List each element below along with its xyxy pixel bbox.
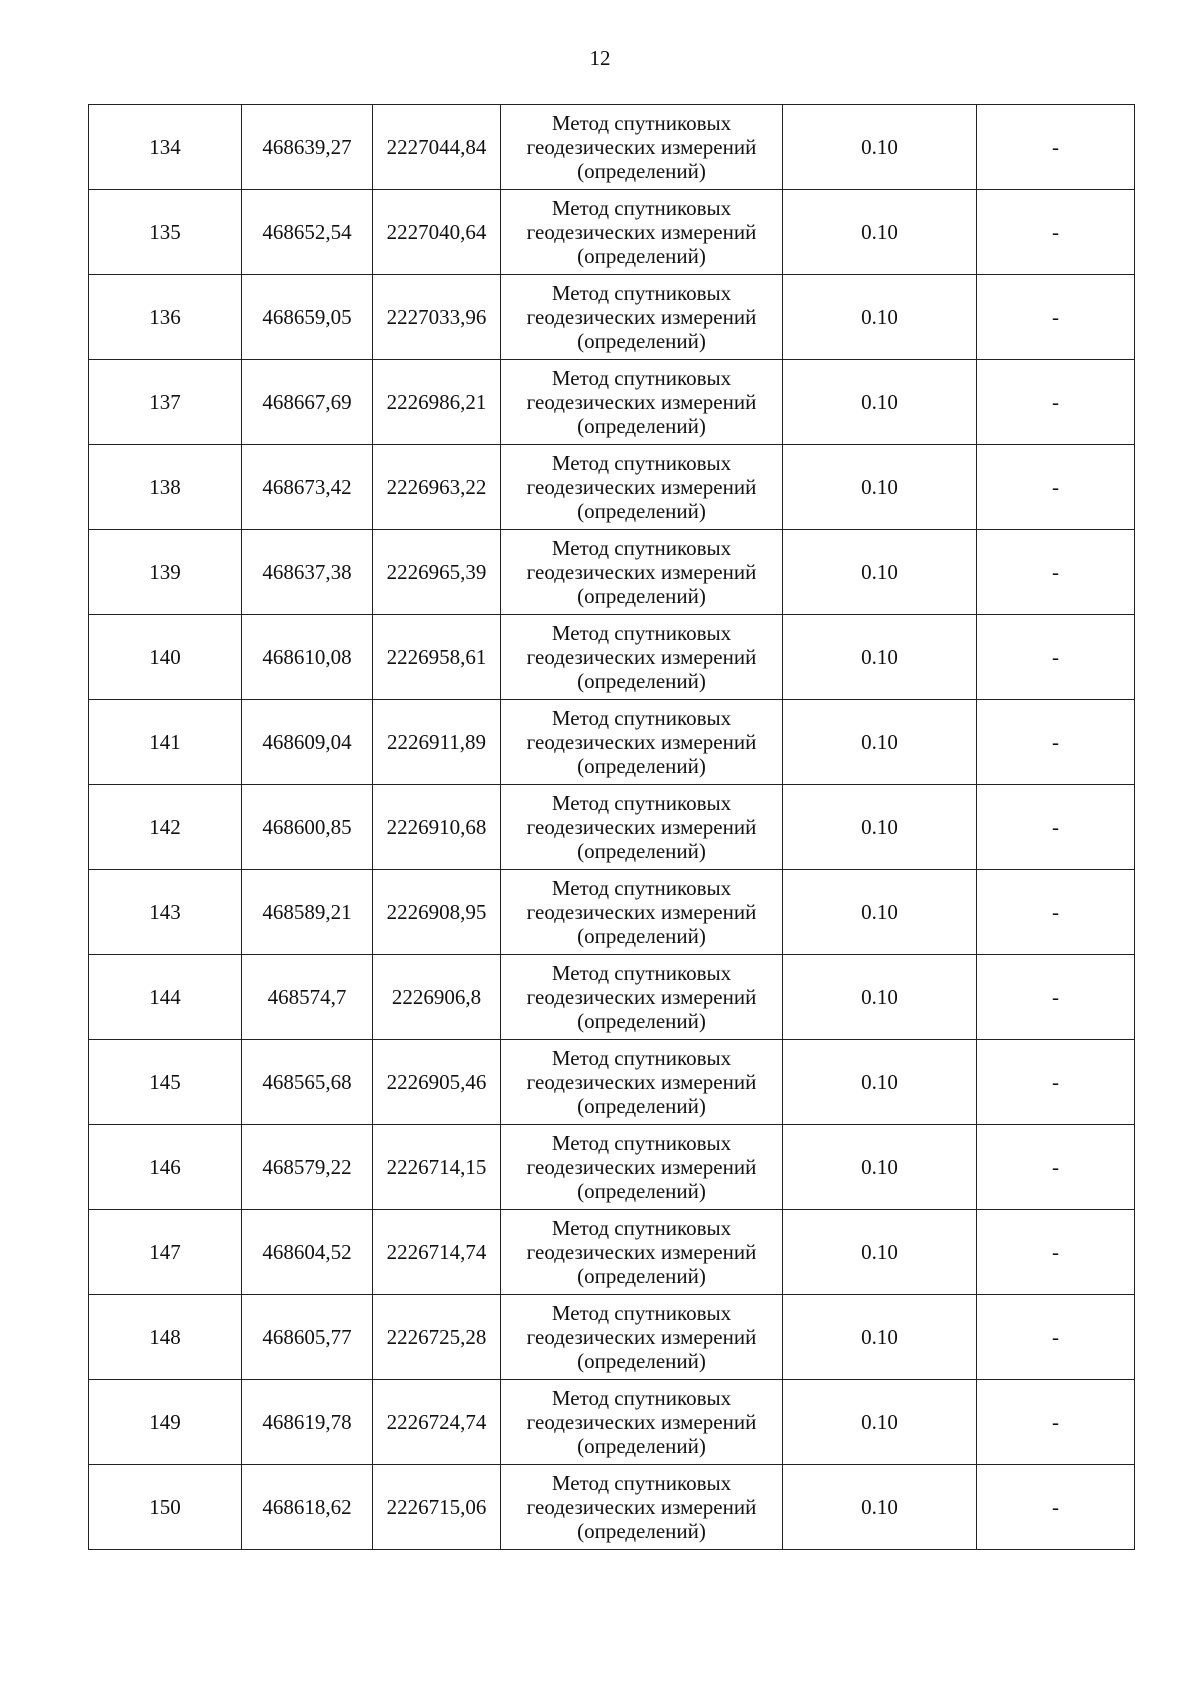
coord-y: 2226986,21 xyxy=(373,360,501,445)
coord-y: 2226714,74 xyxy=(373,1210,501,1295)
note-cell: - xyxy=(977,275,1135,360)
method-cell xyxy=(501,700,783,785)
accuracy-value: 0.10 xyxy=(783,190,977,275)
method-line: (определений) xyxy=(577,754,706,778)
method-line: геодезических измерений xyxy=(526,730,757,754)
method-line: Метод спутниковых xyxy=(551,1301,732,1325)
method-line: (определений) xyxy=(577,499,706,523)
method-line: геодезических измерений xyxy=(526,305,757,329)
method-line: Метод спутниковых xyxy=(551,281,732,305)
method-cell xyxy=(501,785,783,870)
note-cell: - xyxy=(977,445,1135,530)
point-number: 149 xyxy=(89,1380,242,1465)
method-cell xyxy=(501,1380,783,1465)
method-line: (определений) xyxy=(577,244,706,268)
method-line: геодезических измерений xyxy=(526,1070,757,1094)
coord-x: 468673,42 xyxy=(242,445,373,530)
coord-y: 2226910,68 xyxy=(373,785,501,870)
table-row xyxy=(89,1295,1135,1380)
note-cell: - xyxy=(977,785,1135,870)
method-line: (определений) xyxy=(577,1264,706,1288)
method-line: (определений) xyxy=(577,924,706,948)
point-number: 146 xyxy=(89,1125,242,1210)
note-cell: - xyxy=(977,1040,1135,1125)
method-line: геодезических измерений xyxy=(526,1240,757,1264)
table-row xyxy=(89,1040,1135,1125)
coord-x: 468639,27 xyxy=(242,105,373,190)
method-line: (определений) xyxy=(577,1434,706,1458)
accuracy-value: 0.10 xyxy=(783,955,977,1040)
point-number: 140 xyxy=(89,615,242,700)
coord-x: 468610,08 xyxy=(242,615,373,700)
method-line: Метод спутниковых xyxy=(551,706,732,730)
point-number: 139 xyxy=(89,530,242,615)
point-number: 138 xyxy=(89,445,242,530)
method-line: Метод спутниковых xyxy=(551,1216,732,1240)
coord-y: 2226963,22 xyxy=(373,445,501,530)
point-number: 144 xyxy=(89,955,242,1040)
table-row xyxy=(89,1125,1135,1210)
table-body xyxy=(89,105,1135,1550)
coord-x: 468600,85 xyxy=(242,785,373,870)
coord-x: 468618,62 xyxy=(242,1465,373,1550)
accuracy-value: 0.10 xyxy=(783,1295,977,1380)
method-line: Метод спутниковых xyxy=(551,196,732,220)
method-line: (определений) xyxy=(577,1094,706,1118)
point-number: 141 xyxy=(89,700,242,785)
method-line: геодезических измерений xyxy=(526,1325,757,1349)
accuracy-value: 0.10 xyxy=(783,530,977,615)
method-line: Метод спутниковых xyxy=(551,876,732,900)
method-line: Метод спутниковых xyxy=(551,791,732,815)
coord-x: 468574,7 xyxy=(242,955,373,1040)
method-cell xyxy=(501,1210,783,1295)
method-line: Метод спутниковых xyxy=(551,1131,732,1155)
method-line: (определений) xyxy=(577,414,706,438)
method-line: (определений) xyxy=(577,669,706,693)
note-cell: - xyxy=(977,530,1135,615)
method-line: геодезических измерений xyxy=(526,390,757,414)
accuracy-value: 0.10 xyxy=(783,700,977,785)
method-cell xyxy=(501,955,783,1040)
accuracy-value: 0.10 xyxy=(783,1380,977,1465)
method-line: геодезических измерений xyxy=(526,1410,757,1434)
note-cell: - xyxy=(977,1210,1135,1295)
coord-x: 468667,69 xyxy=(242,360,373,445)
table-row xyxy=(89,700,1135,785)
method-line: геодезических измерений xyxy=(526,135,757,159)
table-row xyxy=(89,1210,1135,1295)
table-row xyxy=(89,445,1135,530)
coord-y: 2226908,95 xyxy=(373,870,501,955)
table-row xyxy=(89,955,1135,1040)
coord-x: 468605,77 xyxy=(242,1295,373,1380)
coord-x: 468589,21 xyxy=(242,870,373,955)
coord-x: 468565,68 xyxy=(242,1040,373,1125)
method-line: Метод спутниковых xyxy=(551,536,732,560)
accuracy-value: 0.10 xyxy=(783,615,977,700)
point-number: 135 xyxy=(89,190,242,275)
method-line: геодезических измерений xyxy=(526,645,757,669)
table-row xyxy=(89,190,1135,275)
method-cell xyxy=(501,870,783,955)
table-row xyxy=(89,1465,1135,1550)
method-cell xyxy=(501,615,783,700)
point-number: 142 xyxy=(89,785,242,870)
accuracy-value: 0.10 xyxy=(783,445,977,530)
coord-x: 468659,05 xyxy=(242,275,373,360)
note-cell: - xyxy=(977,700,1135,785)
method-line: (определений) xyxy=(577,1179,706,1203)
accuracy-value: 0.10 xyxy=(783,1465,977,1550)
note-cell: - xyxy=(977,870,1135,955)
method-cell xyxy=(501,360,783,445)
method-line: Метод спутниковых xyxy=(551,961,732,985)
coord-y: 2227044,84 xyxy=(373,105,501,190)
point-number: 143 xyxy=(89,870,242,955)
table-row xyxy=(89,530,1135,615)
note-cell: - xyxy=(977,1380,1135,1465)
accuracy-value: 0.10 xyxy=(783,1040,977,1125)
coord-x: 468604,52 xyxy=(242,1210,373,1295)
accuracy-value: 0.10 xyxy=(783,1125,977,1210)
method-line: (определений) xyxy=(577,159,706,183)
table-row xyxy=(89,785,1135,870)
point-number: 150 xyxy=(89,1465,242,1550)
note-cell: - xyxy=(977,1125,1135,1210)
point-number: 137 xyxy=(89,360,242,445)
coord-x: 468619,78 xyxy=(242,1380,373,1465)
coord-y: 2226905,46 xyxy=(373,1040,501,1125)
coord-y: 2226965,39 xyxy=(373,530,501,615)
table-row xyxy=(89,360,1135,445)
point-number: 145 xyxy=(89,1040,242,1125)
table-row xyxy=(89,275,1135,360)
method-cell xyxy=(501,1040,783,1125)
table-row xyxy=(89,105,1135,190)
point-number: 136 xyxy=(89,275,242,360)
method-line: Метод спутниковых xyxy=(551,451,732,475)
accuracy-value: 0.10 xyxy=(783,105,977,190)
coord-x: 468579,22 xyxy=(242,1125,373,1210)
method-cell xyxy=(501,275,783,360)
method-line: геодезических измерений xyxy=(526,560,757,584)
point-number: 148 xyxy=(89,1295,242,1380)
method-line: Метод спутниковых xyxy=(551,366,732,390)
method-cell xyxy=(501,1295,783,1380)
point-number: 134 xyxy=(89,105,242,190)
method-line: Метод спутниковых xyxy=(551,1471,732,1495)
method-line: Метод спутниковых xyxy=(551,621,732,645)
method-line: (определений) xyxy=(577,1349,706,1373)
coord-y: 2227033,96 xyxy=(373,275,501,360)
method-line: Метод спутниковых xyxy=(551,1046,732,1070)
method-cell xyxy=(501,1465,783,1550)
method-line: геодезических измерений xyxy=(526,475,757,499)
method-line: геодезических измерений xyxy=(526,1155,757,1179)
method-cell xyxy=(501,190,783,275)
method-line: (определений) xyxy=(577,584,706,608)
note-cell: - xyxy=(977,955,1135,1040)
accuracy-value: 0.10 xyxy=(783,360,977,445)
page-number: 12 xyxy=(589,46,611,70)
note-cell: - xyxy=(977,1465,1135,1550)
method-line: геодезических измерений xyxy=(526,220,757,244)
coord-x: 468637,38 xyxy=(242,530,373,615)
coord-y: 2226725,28 xyxy=(373,1295,501,1380)
method-cell xyxy=(501,445,783,530)
method-line: геодезических измерений xyxy=(526,900,757,924)
coord-y: 2226906,8 xyxy=(373,955,501,1040)
accuracy-value: 0.10 xyxy=(783,870,977,955)
accuracy-value: 0.10 xyxy=(783,1210,977,1295)
coord-x: 468609,04 xyxy=(242,700,373,785)
method-line: (определений) xyxy=(577,329,706,353)
note-cell: - xyxy=(977,190,1135,275)
point-number: 147 xyxy=(89,1210,242,1295)
method-line: геодезических измерений xyxy=(526,985,757,1009)
coord-x: 468652,54 xyxy=(242,190,373,275)
method-line: (определений) xyxy=(577,1519,706,1543)
coord-y: 2226911,89 xyxy=(373,700,501,785)
note-cell: - xyxy=(977,1295,1135,1380)
table-row xyxy=(89,1380,1135,1465)
note-cell: - xyxy=(977,615,1135,700)
coord-y: 2226724,74 xyxy=(373,1380,501,1465)
accuracy-value: 0.10 xyxy=(783,785,977,870)
method-line: (определений) xyxy=(577,1009,706,1033)
coord-y: 2227040,64 xyxy=(373,190,501,275)
method-cell xyxy=(501,530,783,615)
coord-y: 2226958,61 xyxy=(373,615,501,700)
coord-y: 2226715,06 xyxy=(373,1465,501,1550)
coord-y: 2226714,15 xyxy=(373,1125,501,1210)
method-line: Метод спутниковых xyxy=(551,111,732,135)
table-row xyxy=(89,615,1135,700)
method-line: геодезических измерений xyxy=(526,815,757,839)
accuracy-value: 0.10 xyxy=(783,275,977,360)
method-line: (определений) xyxy=(577,839,706,863)
coordinates-table xyxy=(88,104,1135,1550)
method-line: геодезических измерений xyxy=(526,1495,757,1519)
table-row xyxy=(89,870,1135,955)
note-cell: - xyxy=(977,105,1135,190)
method-cell xyxy=(501,1125,783,1210)
method-line: Метод спутниковых xyxy=(551,1386,732,1410)
method-cell xyxy=(501,105,783,190)
note-cell: - xyxy=(977,360,1135,445)
